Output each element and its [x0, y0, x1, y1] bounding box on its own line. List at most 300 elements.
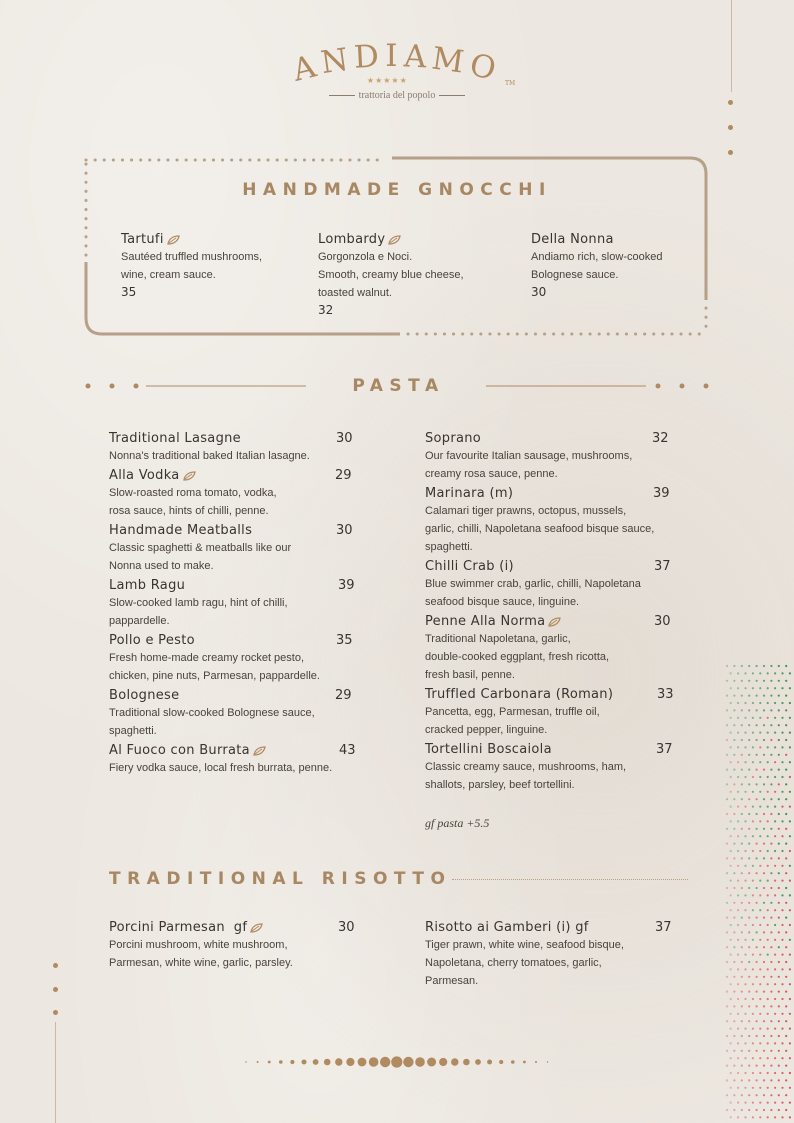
pattern-dot — [752, 968, 754, 970]
pattern-dot — [726, 739, 728, 741]
pattern-dot — [785, 887, 787, 889]
pattern-dot — [767, 1102, 769, 1104]
pattern-dot — [726, 857, 728, 859]
leaf-icon — [183, 471, 196, 481]
ornament-dot — [535, 1061, 537, 1063]
item-price: 30 — [654, 614, 671, 629]
item-price: 29 — [335, 468, 352, 483]
pattern-dot — [770, 887, 772, 889]
pattern-dot — [748, 1065, 750, 1067]
pattern-dot — [756, 783, 758, 785]
pattern-dot — [730, 761, 732, 763]
dot-decor — [53, 963, 58, 968]
pattern-dot — [767, 909, 769, 911]
pattern-dot — [744, 717, 746, 719]
pattern-dot — [737, 761, 739, 763]
pattern-dot — [726, 917, 728, 919]
pattern-dot — [789, 732, 791, 734]
pattern-dot — [770, 1020, 772, 1022]
pattern-dot — [756, 769, 758, 771]
pattern-dot — [726, 1109, 728, 1111]
pattern-dot — [763, 1079, 765, 1081]
pattern-dot — [767, 954, 769, 956]
pattern-dot — [752, 1042, 754, 1044]
item-name: Porcini Parmesan gf — [109, 920, 248, 935]
ornament-dot — [302, 1060, 307, 1065]
pattern-dot — [737, 806, 739, 808]
pattern-dot — [752, 880, 754, 882]
pattern-dot — [759, 894, 761, 896]
pattern-dot — [759, 702, 761, 704]
pattern-dot — [767, 702, 769, 704]
pattern-dot — [774, 1087, 776, 1089]
pattern-dot — [733, 1035, 735, 1037]
pattern-dot — [763, 798, 765, 800]
pattern-dot — [752, 909, 754, 911]
pattern-dot — [748, 695, 750, 697]
pattern-dot — [748, 709, 750, 711]
pattern-dot — [785, 769, 787, 771]
pattern-dot — [778, 828, 780, 830]
pattern-dot — [733, 695, 735, 697]
pattern-dot — [767, 968, 769, 970]
brand-stars: ★★★★★ — [366, 76, 408, 85]
ornament-dot — [380, 1057, 390, 1067]
pattern-dot — [741, 902, 743, 904]
pattern-dot — [767, 998, 769, 1000]
item-description: Slow-cooked lamb ragu, hint of chilli, pappardelle. — [109, 597, 288, 627]
pattern-dot — [774, 1057, 776, 1059]
pattern-dot — [763, 680, 765, 682]
brand-wordmark: ANDIAMO ★★★★★ TM — [288, 38, 516, 90]
pattern-dot — [770, 961, 772, 963]
pattern-dot — [741, 991, 743, 993]
pattern-dot — [752, 1102, 754, 1104]
pattern-dot — [730, 687, 732, 689]
pattern-dot — [730, 880, 732, 882]
pattern-dot — [789, 1013, 791, 1015]
pattern-dot — [730, 850, 732, 852]
pattern-dot — [756, 946, 758, 948]
brand-tagline: trattoria del popolo — [329, 90, 466, 101]
pattern-dot — [730, 983, 732, 985]
dot-decor — [728, 100, 733, 105]
pattern-dot — [789, 1087, 791, 1089]
pattern-dot — [763, 1035, 765, 1037]
pattern-dot — [730, 924, 732, 926]
pattern-dot — [752, 835, 754, 837]
pattern-dot — [741, 680, 743, 682]
pattern-dot — [778, 991, 780, 993]
pattern-dot — [778, 709, 780, 711]
dot-decor — [728, 150, 733, 155]
pattern-dot — [737, 850, 739, 852]
pattern-dot — [748, 1050, 750, 1052]
pattern-dot — [759, 1087, 761, 1089]
pattern-dot — [789, 717, 791, 719]
pattern-dot — [774, 1013, 776, 1015]
ornament-dot — [324, 1059, 331, 1066]
pattern-dot — [778, 902, 780, 904]
ornament-dot — [279, 1060, 283, 1064]
item-name: Lamb Ragu — [109, 578, 186, 593]
pattern-dot — [770, 931, 772, 933]
item-price: 43 — [339, 743, 356, 758]
pattern-dot — [778, 680, 780, 682]
pattern-dot — [744, 968, 746, 970]
pattern-dot — [741, 917, 743, 919]
pattern-dot — [748, 991, 750, 993]
pattern-dot — [741, 976, 743, 978]
item-name: Truffled Carbonara (Roman) — [425, 687, 614, 702]
leaf-icon — [253, 746, 266, 756]
item-description: Traditional Napoletana, garlic, double-cooked eggplant, fresh ricotta, fresh basil, penne. — [425, 633, 610, 681]
pattern-dot — [737, 865, 739, 867]
pattern-dot — [770, 946, 772, 948]
item-price: 32 — [652, 431, 669, 446]
pattern-dot — [789, 776, 791, 778]
pattern-dot — [741, 1050, 743, 1052]
pattern-dot — [778, 976, 780, 978]
pattern-dot — [756, 857, 758, 859]
pattern-dot — [744, 1102, 746, 1104]
pattern-dot — [733, 1050, 735, 1052]
item-name: Penne Alla Norma — [425, 614, 546, 629]
item-name: Alla Vodka — [109, 468, 180, 483]
pattern-dot — [767, 1087, 769, 1089]
ornament-dot — [439, 1058, 447, 1066]
dot-decor — [53, 1010, 58, 1015]
ornament-dot — [268, 1061, 271, 1064]
brand-tm: TM — [504, 80, 516, 87]
pattern-dot — [763, 887, 765, 889]
pattern-dot — [726, 1065, 728, 1067]
dot-decor — [728, 125, 733, 130]
pattern-dot — [759, 1116, 761, 1118]
ornament-dot — [290, 1060, 294, 1064]
pattern-dot — [741, 828, 743, 830]
ornament-dot — [451, 1058, 458, 1065]
pattern-dot — [770, 709, 772, 711]
pattern-dot — [756, 976, 758, 978]
pattern-dot — [778, 1020, 780, 1022]
pattern-dot — [756, 695, 758, 697]
pattern-dot — [756, 1065, 758, 1067]
pattern-dot — [744, 1028, 746, 1030]
pattern-dot — [781, 1072, 783, 1074]
item-description: Pancetta, egg, Parmesan, truffle oil, cracked pepper, linguine. — [425, 706, 600, 736]
pattern-dot — [781, 687, 783, 689]
pattern-dot — [744, 983, 746, 985]
pattern-dot — [730, 939, 732, 941]
pattern-dot — [752, 776, 754, 778]
pattern-dot — [770, 976, 772, 978]
pattern-dot — [759, 806, 761, 808]
pattern-dot — [737, 968, 739, 970]
item-description: Classic creamy sauce, mushrooms, ham, shallots, parsley, beef tortellini. — [425, 761, 627, 791]
item-name: Handmade Meatballs — [109, 523, 253, 538]
pattern-dot — [744, 1057, 746, 1059]
pattern-dot — [778, 739, 780, 741]
pattern-dot — [726, 724, 728, 726]
item-price: 33 — [657, 687, 674, 702]
pattern-dot — [781, 894, 783, 896]
pattern-dot — [752, 924, 754, 926]
pattern-dot — [748, 798, 750, 800]
pattern-dot — [767, 1116, 769, 1118]
pattern-dot — [744, 924, 746, 926]
pattern-dot — [763, 872, 765, 874]
pattern-dot — [756, 1005, 758, 1007]
pattern-dot — [733, 1065, 735, 1067]
item-price: 29 — [335, 688, 352, 703]
pattern-dot — [744, 820, 746, 822]
pattern-dot — [733, 783, 735, 785]
pattern-dot — [748, 902, 750, 904]
pattern-dot — [770, 843, 772, 845]
leaf-icon — [548, 617, 561, 627]
pattern-dot — [726, 991, 728, 993]
pattern-dot — [774, 672, 776, 674]
pattern-dot — [726, 798, 728, 800]
pattern-dot — [756, 665, 758, 667]
pattern-dot — [759, 968, 761, 970]
pattern-dot — [756, 1035, 758, 1037]
pattern-dot — [763, 976, 765, 978]
pattern-dot — [730, 732, 732, 734]
pattern-dot — [748, 754, 750, 756]
pattern-dot — [752, 1013, 754, 1015]
pattern-dot — [789, 998, 791, 1000]
pattern-dot — [733, 665, 735, 667]
pattern-dot — [774, 850, 776, 852]
ornament-dot — [335, 1058, 342, 1065]
pattern-dot — [741, 1035, 743, 1037]
pattern-dot — [770, 857, 772, 859]
pattern-dot — [737, 1013, 739, 1015]
pattern-dot — [778, 813, 780, 815]
pattern-dot — [763, 857, 765, 859]
ornament-dot — [475, 1059, 481, 1065]
pattern-dot — [774, 1042, 776, 1044]
item-name: Pollo e Pesto — [109, 633, 195, 648]
pattern-dot — [774, 687, 776, 689]
pattern-dot — [726, 887, 728, 889]
pattern-dot — [756, 917, 758, 919]
pattern-dot — [781, 820, 783, 822]
pattern-dot — [748, 961, 750, 963]
pattern-dot — [774, 894, 776, 896]
pattern-dot — [767, 865, 769, 867]
pattern-dot — [781, 1013, 783, 1015]
pattern-dot — [774, 806, 776, 808]
pattern-dot — [770, 1050, 772, 1052]
pattern-dot — [741, 709, 743, 711]
pattern-dot — [789, 880, 791, 882]
pattern-dot — [752, 1028, 754, 1030]
ornament-dot — [415, 1057, 425, 1067]
pattern-dot — [785, 680, 787, 682]
pattern-dot — [730, 1072, 732, 1074]
pattern-dot — [759, 761, 761, 763]
menu-item — [425, 486, 685, 559]
ornament-dot — [257, 1061, 259, 1063]
item-price: 30 — [531, 285, 547, 299]
pattern-dot — [774, 776, 776, 778]
ornament-dot — [487, 1060, 492, 1065]
pattern-dot — [789, 968, 791, 970]
pattern-dot — [733, 857, 735, 859]
pattern-dot — [752, 939, 754, 941]
pattern-dot — [785, 1020, 787, 1022]
pattern-dot — [778, 695, 780, 697]
pattern-dot — [730, 909, 732, 911]
pattern-dot — [767, 983, 769, 985]
pattern-dot — [778, 1065, 780, 1067]
pattern-dot — [737, 983, 739, 985]
pattern-dot — [730, 1116, 732, 1118]
pattern-dot — [744, 732, 746, 734]
menu-item — [109, 920, 359, 972]
pattern-dot — [770, 798, 772, 800]
pattern-dot — [785, 709, 787, 711]
pattern-dot — [733, 991, 735, 993]
pattern-dot — [737, 687, 739, 689]
pattern-dot — [756, 680, 758, 682]
pattern-dot — [763, 931, 765, 933]
pattern-dot — [781, 998, 783, 1000]
pattern-dot — [737, 702, 739, 704]
pattern-dot — [778, 843, 780, 845]
pattern-dot — [789, 1042, 791, 1044]
pattern-dot — [781, 806, 783, 808]
ornament-dot — [463, 1059, 470, 1066]
pattern-dot — [767, 820, 769, 822]
pattern-dot — [726, 976, 728, 978]
pattern-dot — [763, 1109, 765, 1111]
pattern-dot — [759, 954, 761, 956]
pattern-dot — [789, 1116, 791, 1118]
pattern-dot — [730, 954, 732, 956]
pattern-dot — [756, 798, 758, 800]
pattern-dot — [756, 961, 758, 963]
pattern-dot — [778, 724, 780, 726]
pattern-dot — [781, 924, 783, 926]
menu-item — [121, 232, 301, 299]
pattern-dot — [774, 1028, 776, 1030]
pattern-dot — [748, 1035, 750, 1037]
pattern-dot — [726, 843, 728, 845]
pattern-dot — [737, 746, 739, 748]
pattern-dot — [763, 843, 765, 845]
leaf-icon — [250, 923, 263, 933]
pattern-dot — [748, 739, 750, 741]
pattern-dot — [759, 732, 761, 734]
pattern-dot — [770, 872, 772, 874]
pattern-dot — [741, 1094, 743, 1096]
pattern-dot — [759, 850, 761, 852]
pattern-dot — [763, 769, 765, 771]
pattern-dot — [759, 983, 761, 985]
item-description: Blue swimmer crab, garlic, chilli, Napoletana seafood bisque sauce, linguine. — [425, 578, 641, 608]
item-name: Soprano — [425, 431, 482, 446]
pattern-dot — [763, 961, 765, 963]
pattern-dot — [770, 1109, 772, 1111]
pattern-dot — [774, 702, 776, 704]
pattern-dot — [767, 880, 769, 882]
pattern-dot — [737, 894, 739, 896]
pattern-dot — [730, 998, 732, 1000]
pattern-dot — [774, 968, 776, 970]
pattern-dot — [752, 1057, 754, 1059]
pattern-dot — [726, 961, 728, 963]
pattern-dot — [763, 902, 765, 904]
pattern-dot — [767, 761, 769, 763]
pattern-dot — [730, 1102, 732, 1104]
pattern-dot — [733, 976, 735, 978]
menu-item — [109, 468, 359, 523]
pattern-dot — [759, 717, 761, 719]
pattern-dot — [737, 1042, 739, 1044]
pattern-dot — [741, 783, 743, 785]
pattern-dot — [733, 961, 735, 963]
pattern-dot — [767, 746, 769, 748]
pattern-dot — [752, 1087, 754, 1089]
left-bottom-line — [55, 1022, 56, 1123]
pattern-dot — [767, 1013, 769, 1015]
pattern-dot — [741, 813, 743, 815]
pattern-dot — [752, 761, 754, 763]
pattern-dot — [741, 843, 743, 845]
pattern-dot — [748, 1005, 750, 1007]
pasta-left-column — [109, 431, 359, 780]
pattern-dot — [741, 961, 743, 963]
pattern-dot — [748, 1020, 750, 1022]
pattern-dot — [785, 843, 787, 845]
pattern-dot — [785, 872, 787, 874]
pattern-dot — [748, 665, 750, 667]
pattern-dot — [781, 939, 783, 941]
pattern-dot — [744, 806, 746, 808]
pattern-dot — [737, 1072, 739, 1074]
pattern-dot — [778, 961, 780, 963]
item-name: Traditional Lasagne — [109, 431, 241, 446]
bottom-ornament — [240, 1054, 554, 1070]
pattern-dot — [741, 1020, 743, 1022]
pattern-dot — [774, 880, 776, 882]
pattern-dot — [789, 939, 791, 941]
pattern-dot — [737, 717, 739, 719]
ornament-dot — [499, 1060, 503, 1064]
pattern-dot — [752, 791, 754, 793]
pattern-dot — [726, 709, 728, 711]
pattern-dot — [748, 680, 750, 682]
pattern-dot — [789, 850, 791, 852]
pattern-dot — [789, 820, 791, 822]
pattern-dot — [789, 1072, 791, 1074]
item-description: Gorgonzola e Noci. Smooth, creamy blue cheese, toasted walnut. — [318, 251, 464, 299]
pattern-dot — [744, 1116, 746, 1118]
pattern-dot — [778, 1050, 780, 1052]
pattern-dot — [748, 857, 750, 859]
pattern-dot — [789, 1057, 791, 1059]
pattern-dot — [737, 820, 739, 822]
pattern-dot — [744, 776, 746, 778]
pattern-dot — [737, 672, 739, 674]
pattern-dot — [781, 850, 783, 852]
pattern-dot — [741, 754, 743, 756]
pattern-dot — [726, 813, 728, 815]
